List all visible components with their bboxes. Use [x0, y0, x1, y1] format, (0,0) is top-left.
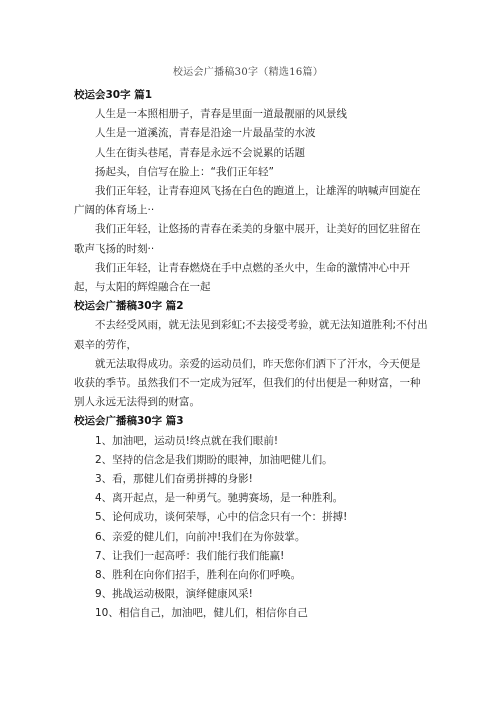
- list-item: 2、坚持的信念是我们期盼的眼神，加油吧健儿们。: [95, 453, 333, 466]
- list-item: 9、挑战运动极限，演绎健康风采!: [95, 588, 253, 601]
- paragraph: 就无法取得成功。亲爱的运动员们，昨天您你们洒下了汗水，今天便是收获的季节。虽然我们不一定成为冠军，但我们的付出便是一种财富，一种别人永远无法得到的财富。: [74, 357, 421, 409]
- section-heading: 校运会广播稿30字 篇2: [74, 300, 184, 313]
- paragraph: 人生是一本照相册子，青春是里面一道最靓丽的风景线: [95, 108, 347, 121]
- paragraph: 我们正年轻，让悠扬的青春在柔美的身躯中展开，让美好的回忆驻留在歌声飞扬的时刻··: [74, 223, 421, 255]
- list-item: 6、亲爱的健儿们，向前冲!我们在为你鼓掌。: [95, 530, 306, 543]
- paragraph: 我们正年轻，让青春燃烧在手中点燃的圣火中，生命的激情冲心中开起，与太阳的辉煌融合在一起: [74, 261, 410, 294]
- list-item: 3、看，那健儿们奋勇拼搏的身影!: [95, 473, 253, 486]
- list-item: 8、胜利在向你们招手，胜利在向你们呼唤。: [95, 569, 302, 582]
- paragraph: 人生在街头巷尾，青春是永远不会说累的话题: [95, 146, 305, 159]
- document-body: [74, 86, 430, 624]
- document-title: 校运会广播稿30字（精选16篇）: [172, 67, 324, 78]
- paragraph: 人生是一道溪流，青春是沿途一片最晶莹的水波: [95, 127, 316, 140]
- paragraph: 我们正年轻，让青春迎风飞扬在白色的跑道上，让雄浑的呐喊声回旋在广阔的体育场上··: [74, 185, 421, 217]
- paragraph: 扬起头，自信写在脸上：“我们正年轻”: [95, 165, 274, 178]
- section-heading: 校运会30字 篇1: [74, 89, 153, 101]
- list-item: 7、让我们一起高呼：我们能行我们能赢!: [95, 549, 285, 562]
- section-heading: 校运会广播稿30字 篇3: [74, 415, 184, 428]
- list-item: 4、离开起点，是一种勇气。驰骋赛场，是一种胜利。: [95, 492, 344, 505]
- list-item: 5、论何成功，谈何荣辱，心中的信念只有一个：拼搏!: [95, 511, 348, 524]
- paragraph: 不去经受风雨，就无法见到彩虹;不去接受考验，就无法知道胜利;不付出艰辛的劳作，: [74, 319, 428, 351]
- list-item: 10、相信自己，加油吧，健儿们，相信你自己: [95, 607, 308, 620]
- list-item: 1、加油吧，运动员!终点就在我们眼前!: [95, 434, 279, 447]
